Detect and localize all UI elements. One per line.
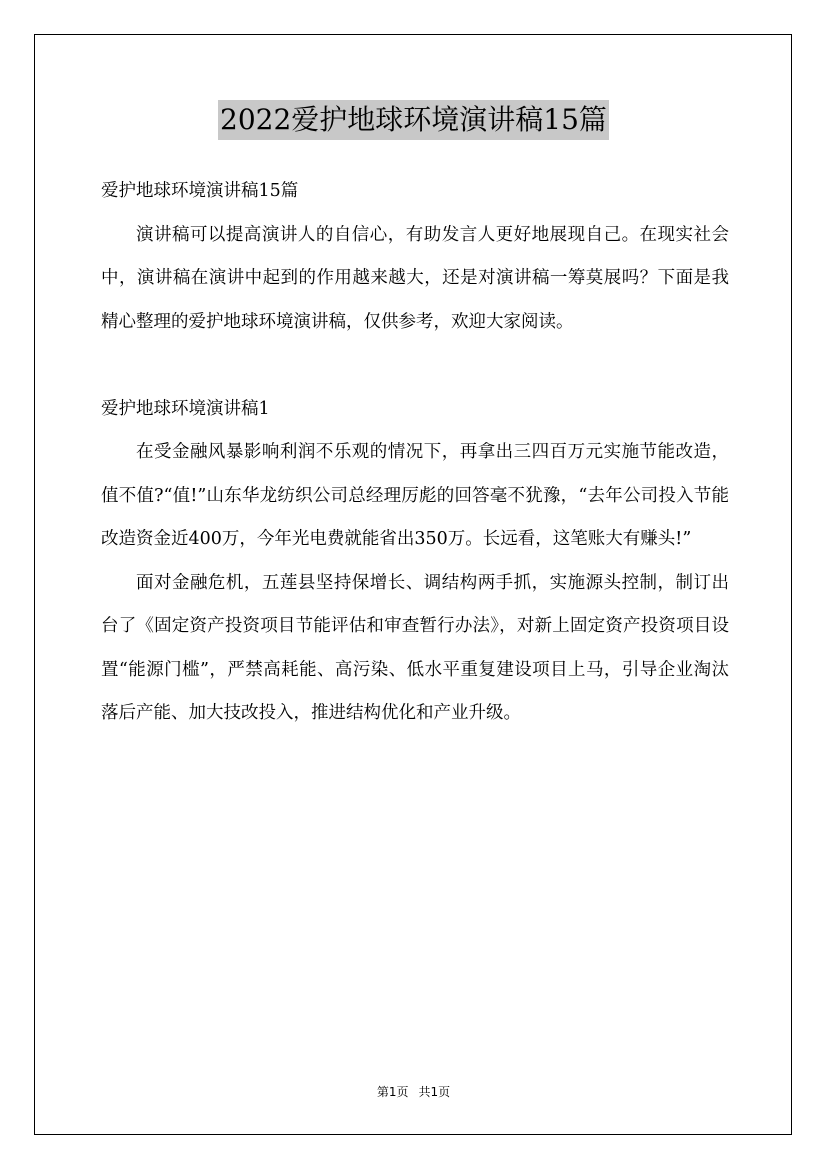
section-paragraph-2: 面对金融危机，五莲县坚持保增长、调结构两手抓，实施源头控制，制订出台了《固定资产投资项目节能评估和审查暂行办法》，对新上固定资产投资项目设置“能源门槛”，严禁高耗能、高污染、低水平重复建设项目上马，引导企业淘汰落后产能、加大技改投入，推进结构优化和产业升级。 bbox=[101, 572, 729, 723]
section-paragraph-1: 在受金融风暴影响利润不乐观的情况下，再拿出三四百万元实施节能改造，值不值?“值!”山东华龙纺织公司总经理厉彪的回答毫不犹豫，“去年公司投入节能改造资金近400万，今年光电费就能省出350万。长远看，这笔账大有赚头!” bbox=[101, 442, 729, 549]
page-footer bbox=[0, 1083, 827, 1101]
intro-paragraph: 演讲稿可以提高演讲人的自信心，有助发言人更好地展现自己。在现实社会中，演讲稿在演讲中起到的作用越来越大，还是对演讲稿一筹莫展吗？下面是我精心整理的爱护地球环境演讲稿，仅供参考，欢迎大家阅读。 bbox=[101, 224, 729, 332]
page-total: 共1页 bbox=[418, 1085, 451, 1099]
paragraph-gap bbox=[101, 344, 729, 388]
document-body bbox=[101, 170, 729, 736]
document-title: 2022爱护地球环境演讲稿15篇 bbox=[218, 100, 609, 140]
title-container bbox=[0, 100, 827, 140]
section-heading: 爱护地球环境演讲稿1 bbox=[101, 398, 270, 419]
page-number: 第1页 bbox=[376, 1085, 409, 1099]
subtitle: 爱护地球环境演讲稿15篇 bbox=[101, 181, 299, 201]
